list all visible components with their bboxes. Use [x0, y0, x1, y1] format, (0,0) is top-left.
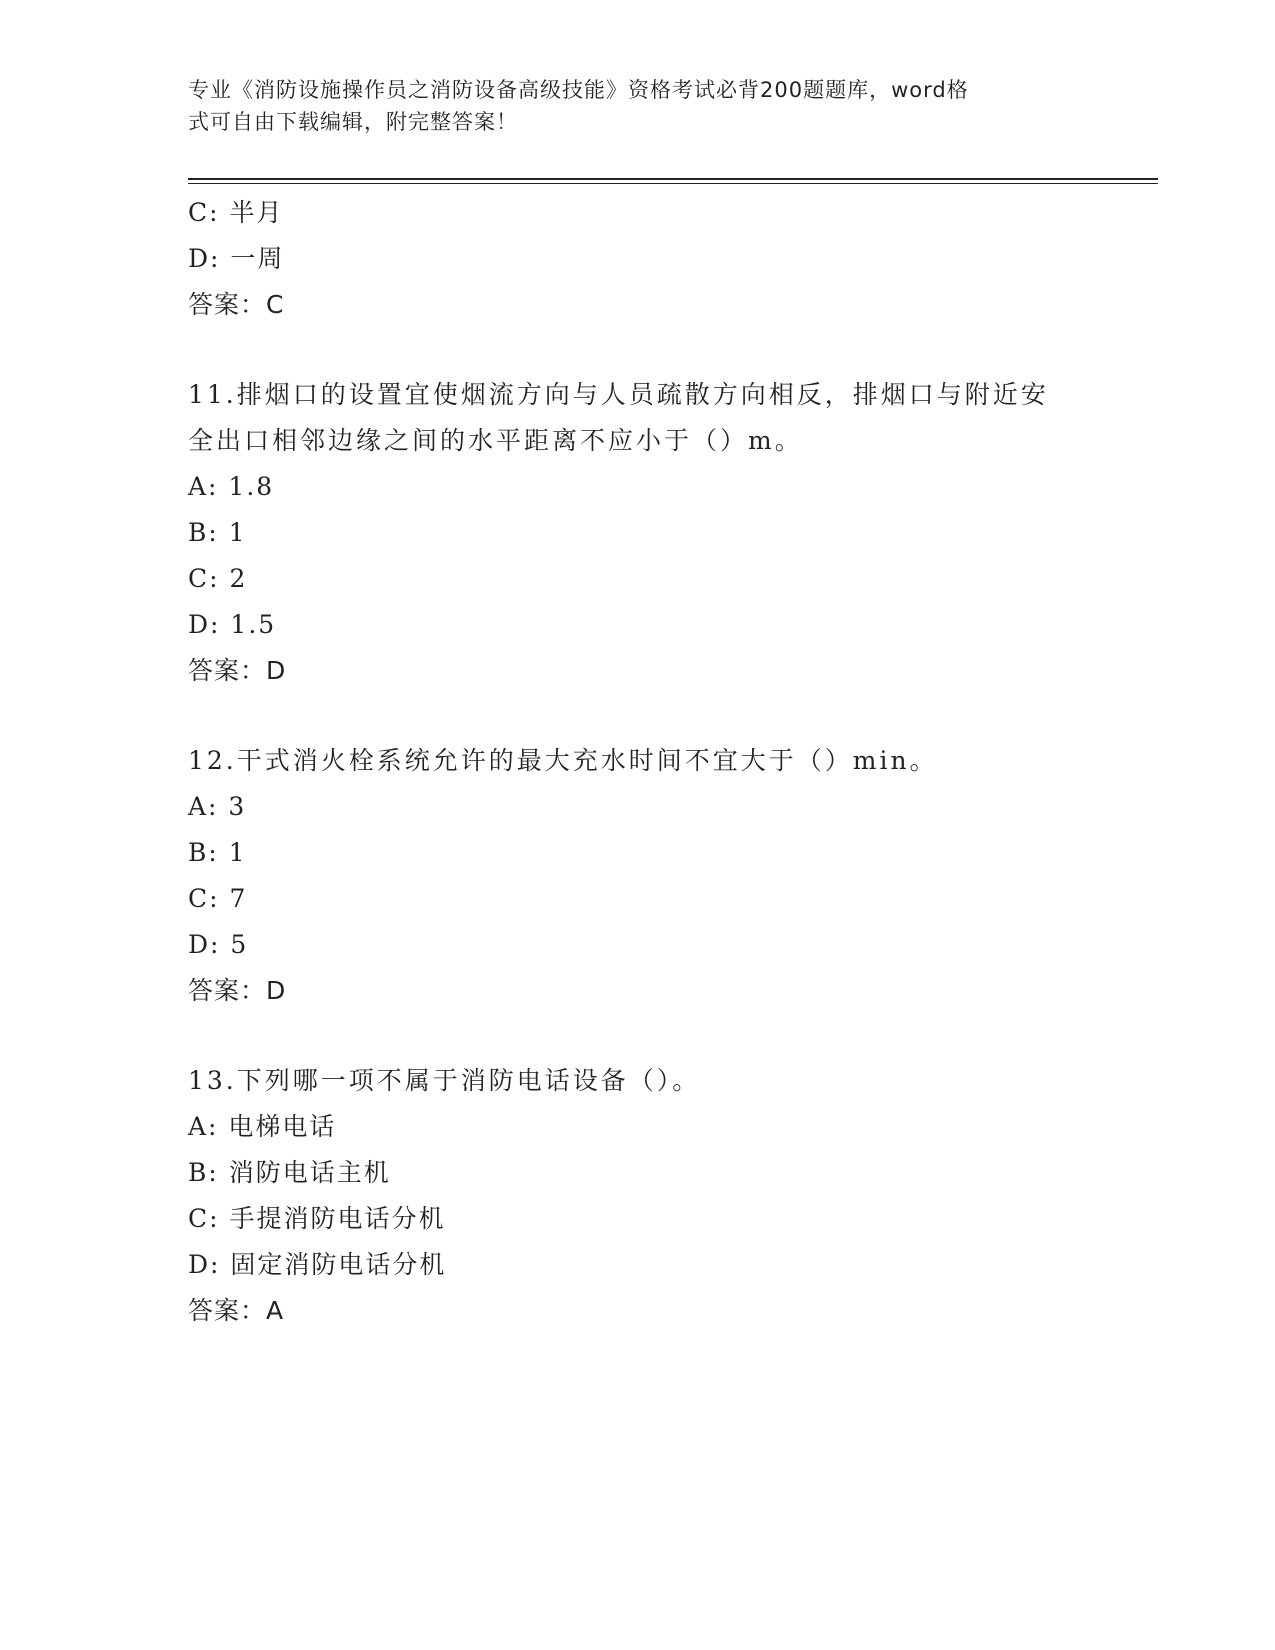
header-line-2: 式可自由下载编辑，附完整答案！ [188, 110, 518, 134]
header-line-1: 专业《消防设施操作员之消防设备高级技能》资格考试必背200题题库，word格 [188, 78, 969, 102]
option-b: B: 消防电话主机 [188, 1158, 391, 1187]
document-header [188, 74, 1068, 138]
option-d: D: 5 [188, 930, 249, 959]
option-d: D: 固定消防电话分机 [188, 1250, 447, 1279]
question-11 [188, 372, 1088, 694]
question-12 [188, 738, 1088, 1014]
option-c: C: 7 [188, 884, 248, 913]
option-b: B: 1 [188, 838, 247, 867]
answer-line: 答案：C [188, 290, 285, 319]
answer-line: 答案：D [188, 656, 287, 685]
answer-line: 答案：A [188, 1296, 285, 1325]
question-stem-line: 13.下列哪一项不属于消防电话设备（）。 [188, 1066, 701, 1095]
option-d: D: 1.5 [188, 610, 277, 639]
option-a: A: 电梯电话 [188, 1112, 337, 1141]
header-divider-thick [188, 178, 1158, 180]
option-d: D: 一周 [188, 244, 285, 273]
question-stem-line: 全出口相邻边缘之间的水平距离不应小于（）m。 [188, 426, 803, 455]
option-c: C: 2 [188, 564, 248, 593]
question-content [188, 190, 1088, 1334]
answer-line: 答案：D [188, 976, 287, 1005]
option-c: C: 半月 [188, 198, 284, 227]
header-divider-thin [188, 183, 1158, 184]
option-b: B: 1 [188, 518, 247, 547]
option-a: A: 3 [188, 792, 247, 821]
previous-question-tail [188, 190, 1088, 328]
option-c: C: 手提消防电话分机 [188, 1204, 446, 1233]
option-a: A: 1.8 [188, 472, 275, 501]
question-stem-line: 11.排烟口的设置宜使烟流方向与人员疏散方向相反，排烟口与附近安 [188, 380, 1049, 409]
question-stem-line: 12.干式消火栓系统允许的最大充水时间不宜大于（）min。 [188, 746, 938, 775]
question-13 [188, 1058, 1088, 1334]
